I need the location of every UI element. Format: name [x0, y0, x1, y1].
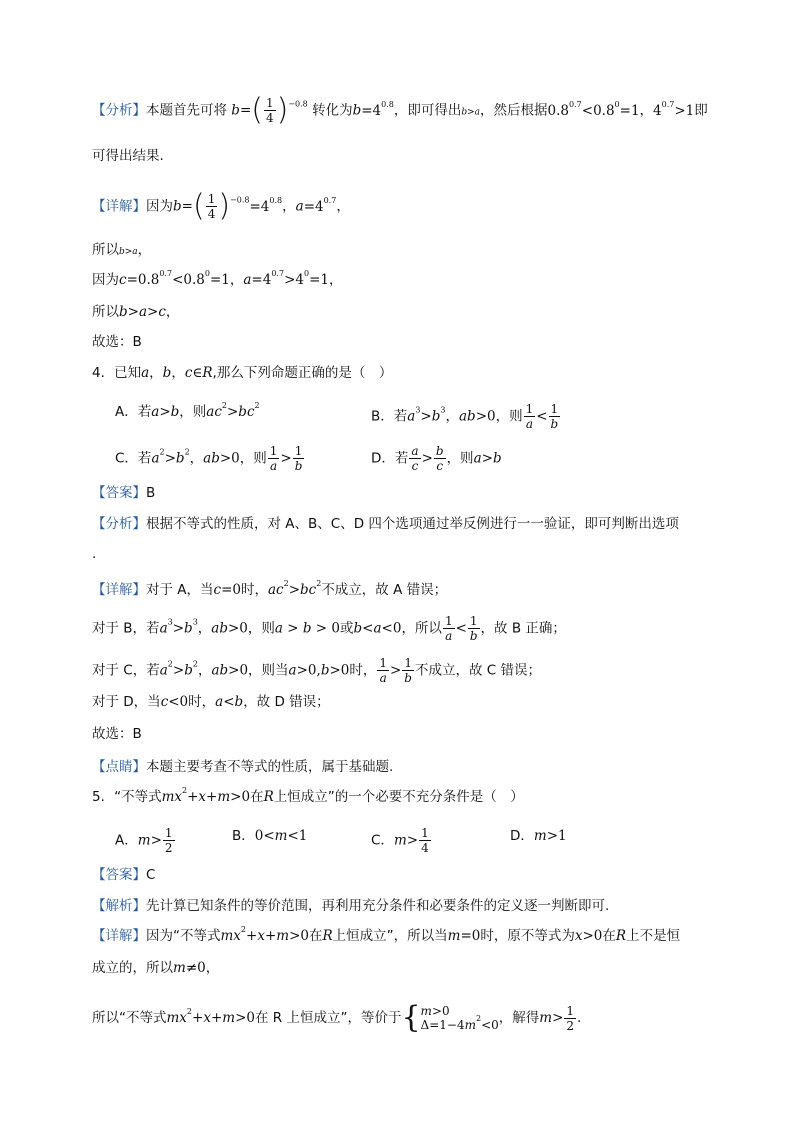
question-5-stem: 5．“不等式$mx^2+x+m>0$在R上恒成立”的一个必要不充分条件是（ ） [92, 786, 524, 805]
q4-detail-a: 【详解】对于 A，当c=0时，$ac^2>bc^2$不成立，故 A 错误； [92, 579, 448, 598]
q5-detail-1: 【详解】因为“不等式$mx^2+x+m>0$在R上恒成立”，所以当m=0时，原不等式为x>0在R上不是恒 [92, 925, 681, 944]
option-4d[interactable]: D．若 $\frac{a}{c}$ > $\frac{b}{c}$ ，则a>b [371, 444, 502, 473]
option-5d[interactable]: D．m>1 [510, 828, 567, 844]
q4-remark: 【点睛】本题主要考查不等式的性质，属于基础题. [92, 759, 394, 775]
option-5a[interactable]: A．m> $\frac{1}{2}$ [115, 826, 173, 855]
analysis-line-2: 可得出结果. [92, 148, 164, 164]
option-4b[interactable]: B．若$a^3>b^3$，ab>0，则 $\frac{1}{a}$ < $\frac{1}{b}$ [371, 402, 559, 431]
option-5c[interactable]: C．m> $\frac{1}{4}$ [371, 826, 429, 855]
q5-detail-3: 所以“不等式$mx^2+x+m>0$在 R 上恒成立”，等价于{ m>0 $\Delta=1-4m^2<0$ ，解得m> $\frac{1}{2}$ . [92, 1000, 582, 1035]
analysis-line-1: 【分析】本题首先可将 b=( $\frac{1}{4}$ )$^{-0.8}$ 转化为$b=4^{0.8}$，即可得出b>a，然后根据$0.8^{0.7}<0.8^0=1$，$4^{0.7}>1$即 [92, 92, 708, 128]
q4-detail-d: 对于 D，当c<0时，a<b，故 D 错误； [92, 694, 330, 710]
q4-detail-c: 对于 C，若$a^2>b^2$，ab>0，则当a>0,b>0时， $\frac{1}{a}$ > $\frac{1}{b}$ 不成立，故 C 错误； [92, 656, 541, 685]
detail-line-2: 所以b>a， [92, 242, 152, 258]
q4-analysis: 【分析】根据不等式的性质，对 A、B、C、D 四个选项通过举反例进行一一验证，即可判断出选项 [92, 516, 679, 532]
option-4a[interactable]: A．若a>b，则$ac^2>bc^2$ [115, 401, 260, 420]
q4-detail-b: 对于 B，若$a^3>b^3$，ab>0，则a > b > 0或b<a<0，所以 $\frac{1}{a}$ < $\frac{1}{b}$ ，故 B 正确； [92, 614, 566, 643]
detail-line-3: 因为$c=0.8^{0.7}<0.8^0=1$，$a=4^{0.7}>4^0=1$， [92, 269, 343, 288]
q5-answer: 【答案】C [92, 867, 156, 883]
q5-detail-2: 成立的，所以m≠0， [92, 960, 220, 976]
detail-line-1: 【详解】因为b=( $\frac{1}{4}$ )$^{-0.8}=4^{0.8}$，$a=4^{0.7}$， [92, 188, 350, 224]
q4-answer: 【答案】B [92, 485, 156, 501]
detail-tag: 【详解】 [92, 198, 146, 215]
detail-line-4: 所以b>a>c， [92, 304, 180, 320]
option-4c[interactable]: C．若$a^2>b^2$，ab>0，则 $\frac{1}{a}$ > $\frac{1}{b}$ [115, 444, 303, 473]
analysis-tag: 【分析】 [92, 102, 146, 119]
option-5b[interactable]: B．0<m<1 [232, 828, 308, 844]
question-4-stem: 4．已知a，b，c∈R,那么下列命题正确的是（ ） [92, 365, 393, 381]
q4-choice: 故选：B [92, 726, 142, 742]
q4-analysis-period: . [92, 546, 97, 562]
answer-choice-line: 故选：B [92, 334, 142, 350]
q5-analysis: 【解析】先计算已知条件的等价范围，再利用充分条件和必要条件的定义逐一判断即可. [92, 898, 610, 914]
